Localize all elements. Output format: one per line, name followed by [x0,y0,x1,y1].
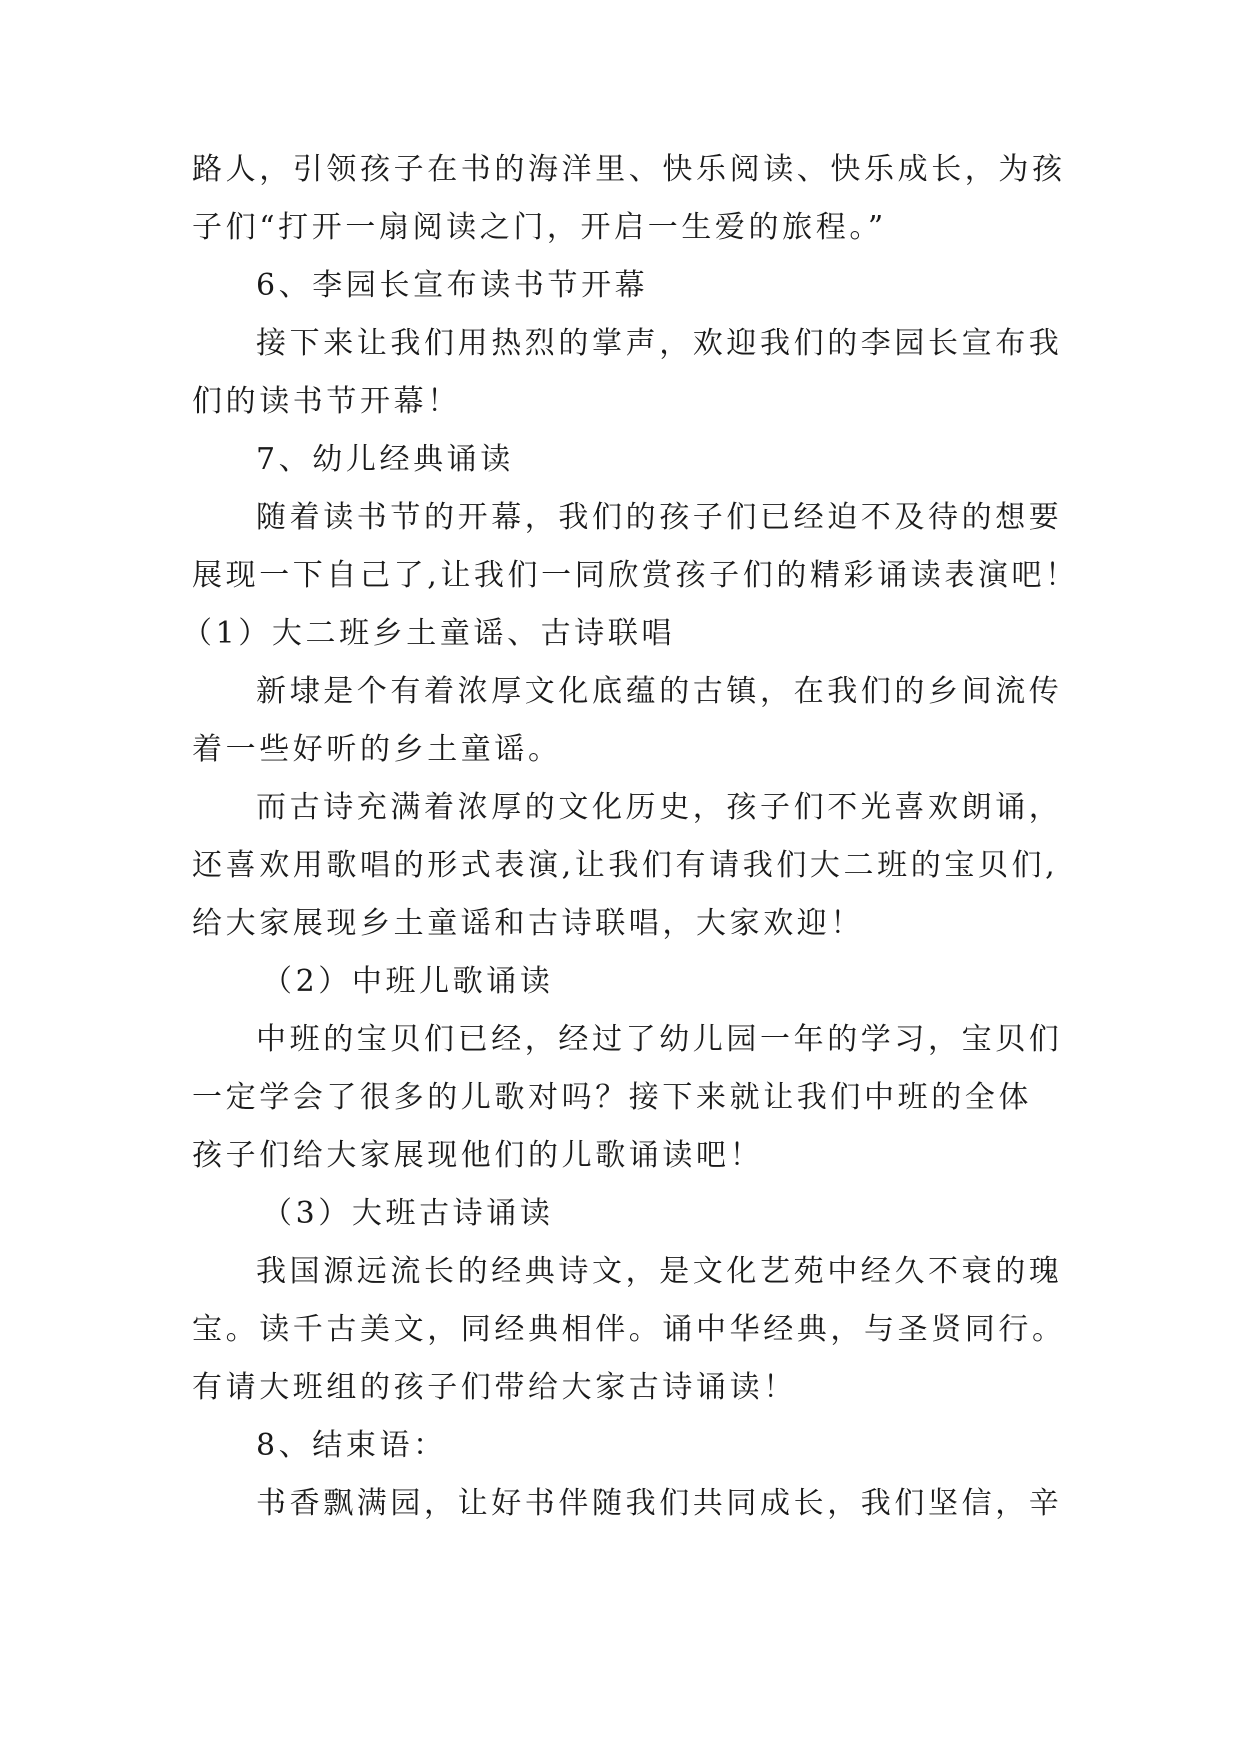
paragraph-line: 展现一下自己了,让我们一同欣赏孩子们的精彩诵读表演吧！ [192,558,1079,593]
subsection-heading: （3）大班古诗诵读 [262,1196,554,1231]
paragraph-line: 给大家展现乡土童谣和古诗联唱，大家欢迎！ [192,906,864,941]
paragraph-line: 中班的宝贝们已经，经过了幼儿园一年的学习，宝贝们 [256,1022,1063,1057]
paragraph-line: 孩子们给大家展现他们的儿歌诵读吧！ [192,1138,764,1173]
paragraph-line: 书香飘满园，让好书伴随我们共同成长，我们坚信，辛 [256,1486,1063,1521]
paragraph-line: 有请大班组的孩子们带给大家古诗诵读！ [192,1370,797,1405]
paragraph-line: 一定学会了很多的儿歌对吗？接下来就让我们中班的全体 [192,1080,1032,1115]
section-heading: 7、幼儿经典诵读 [256,442,514,477]
paragraph-line: 宝。读千古美文，同经典相伴。诵中华经典，与圣贤同行。 [192,1312,1066,1347]
paragraph-line: 我国源远流长的经典诗文，是文化艺苑中经久不衰的瑰 [256,1254,1063,1289]
paragraph-line: 随着读书节的开幕，我们的孩子们已经迫不及待的想要 [256,500,1063,535]
paragraph-line: 子们“打开一扇阅读之门，开启一生爱的旅程。” [192,210,887,245]
paragraph-line: 还喜欢用歌唱的形式表演,让我们有请我们大二班的宝贝们, [192,848,1059,883]
paragraph-line: 而古诗充满着浓厚的文化历史，孩子们不光喜欢朗诵， [256,790,1063,825]
paragraph-line: 新埭是个有着浓厚文化底蕴的古镇，在我们的乡间流传 [256,674,1063,709]
section-heading: 8、结束语： [256,1428,447,1463]
paragraph-line: 接下来让我们用热烈的掌声，欢迎我们的李园长宣布我 [256,326,1063,361]
subsection-heading: （1）大二班乡土童谣、古诗联唱 [182,616,676,651]
subsection-heading: （2）中班儿歌诵读 [262,964,554,999]
section-heading: 6、李园长宣布读书节开幕 [256,268,649,303]
paragraph-line: 着一些好听的乡土童谣。 [192,732,562,767]
paragraph-line: 路人，引领孩子在书的海洋里、快乐阅读、快乐成长，为孩 [192,152,1066,187]
paragraph-line: 们的读书节开幕！ [192,384,461,419]
